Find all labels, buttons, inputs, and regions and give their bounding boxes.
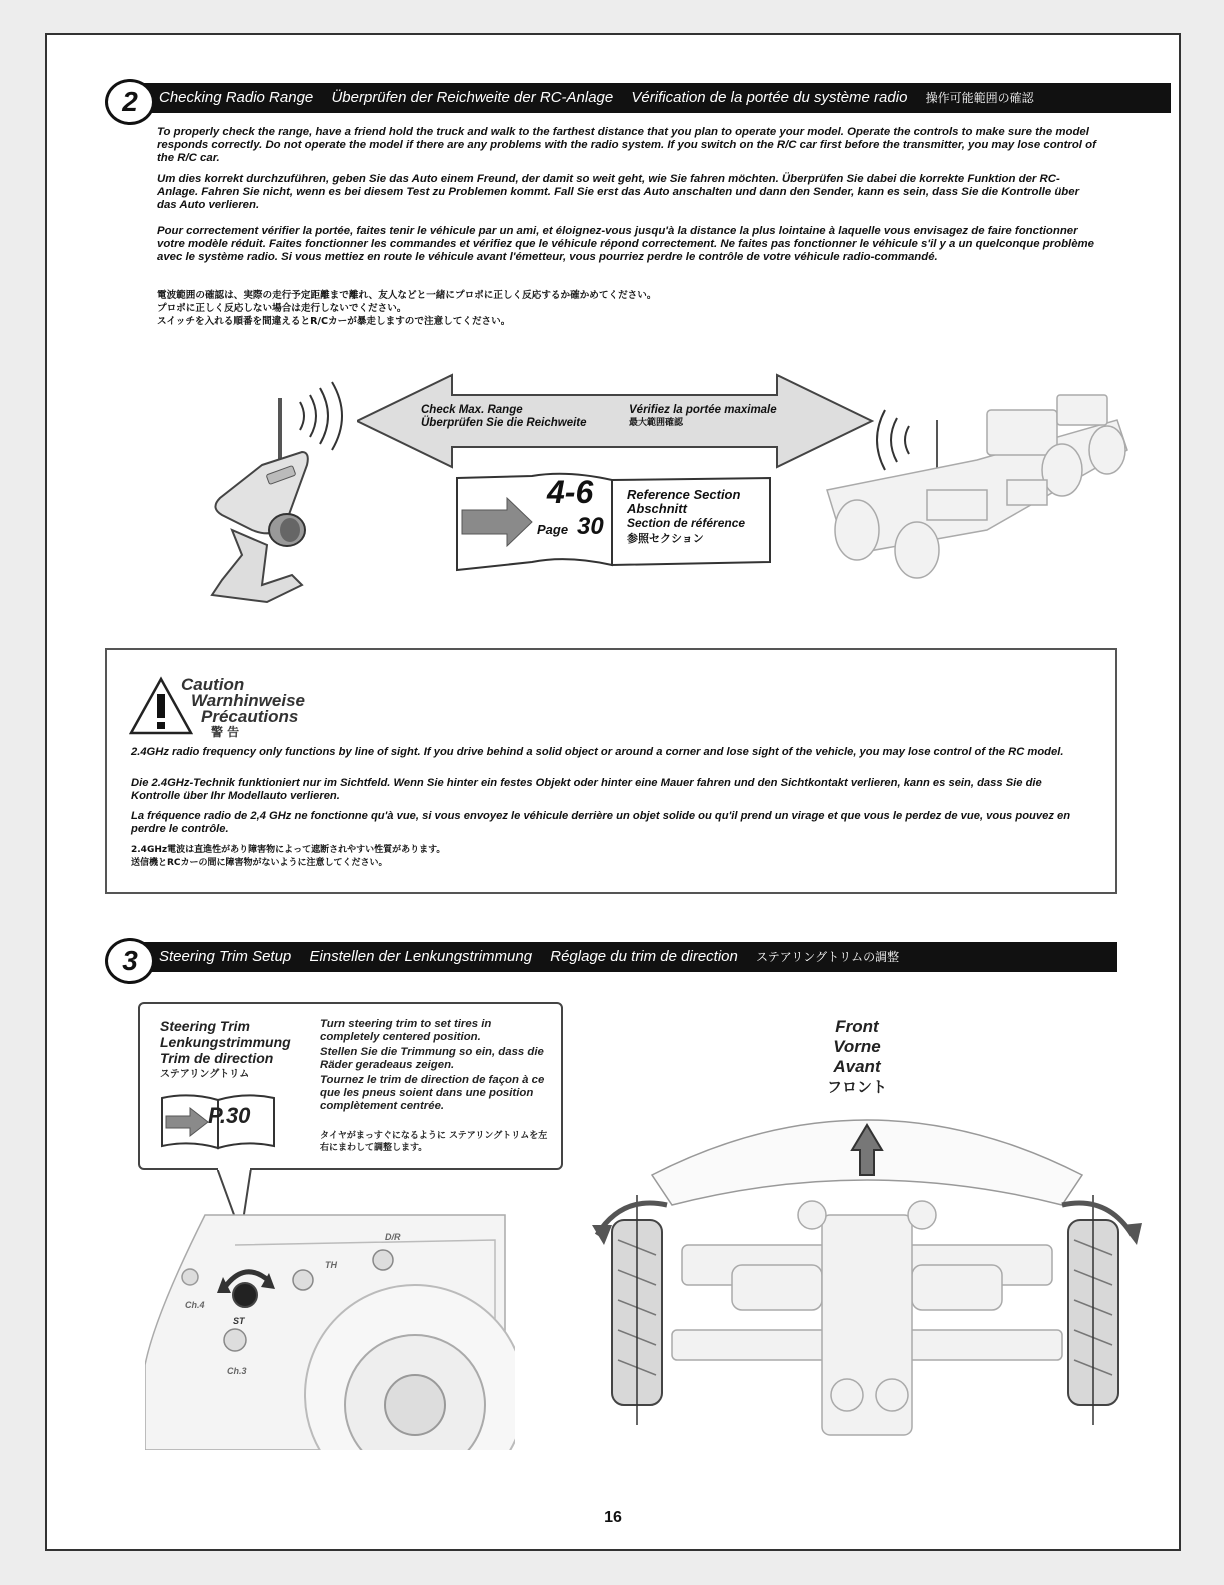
- section-2-title-jp: 操作可能範囲の確認: [925, 91, 1034, 105]
- section-2-title-fr: Vérification de la portée du système radio: [631, 89, 908, 106]
- rc-car-illustration: [807, 380, 1137, 580]
- section-3-title-en: Steering Trim Setup: [159, 948, 292, 965]
- manual-page: [45, 33, 1181, 1551]
- caution-text-en: 2.4GHz radio frequency only functions by line of sight. If you drive behind a solid object or around a corner and lose sight of the vehicle, you may lose control of the RC model.: [131, 746, 1064, 758]
- section-3-number: 3: [105, 938, 155, 984]
- section-3-header: [137, 942, 1117, 972]
- front-label-fr: Avant: [833, 1057, 881, 1076]
- trim-title-fr: Trim de direction: [160, 1050, 274, 1066]
- trim-text-fr: Tournez le trim de direction de façon à ce que les pneus soient dans une position complètement centrée.: [320, 1074, 545, 1112]
- section-2-text-jp-1: 電波範囲の確認は、実際の走行予定距離まで離れ、友人などと一緒にプロポに正しく反応するか確かめてください。: [157, 290, 657, 301]
- transmitter-illustration: [192, 380, 362, 615]
- section-2-text-jp-2: プロポに正しく反応しない場合は走行しないでください。: [157, 303, 407, 314]
- knob-label-ch4: Ch.4: [185, 1300, 205, 1310]
- ref-section-en: Reference Section: [627, 487, 741, 502]
- arrow-label-en: Check Max. Range: [421, 404, 523, 416]
- section-2-title-de: Überprüfen der Reichweite der RC-Anlage: [331, 89, 614, 106]
- caution-box: [105, 648, 1117, 894]
- caution-title-fr: Précautions: [201, 707, 299, 726]
- caution-title-de: Warnhinweise: [191, 691, 305, 710]
- transmitter-closeup: [145, 1195, 515, 1450]
- front-label-jp: フロント: [826, 1078, 887, 1096]
- front-label-de: Vorne: [833, 1037, 881, 1056]
- page-number: 16: [604, 1509, 622, 1526]
- arrow-label-fr: Vérifiez la portée maximale: [629, 404, 777, 416]
- caution-text-jp-2: 送信機とRCカーの間に障害物がないように注意してください。: [131, 858, 388, 868]
- ref-page-number: 30: [577, 513, 604, 540]
- section-2-number: 2: [105, 79, 155, 125]
- section-2-text-de: Um dies korrekt durchzuführen, geben Sie das Auto einem Freund, der damit so weit geht, wie Sie fahren möchten. Überprüfen Sie dabei die korrekte Funktion der RC-Anlage. Fahren Sie nicht, wenn es bei diesem Test zu Problemen kommt. Fall Sie erst das Auto anschalten und dann den Sender, kann es sein, dass Sie die Kontrolle über das Auto verlieren.: [157, 173, 1080, 211]
- trim-text-en: Turn steering trim to set tires in completely centered position.: [320, 1018, 492, 1043]
- trim-text-jp: タイヤがまっすぐになるように ステアリングトリムを左右にまわして調整します。: [320, 1131, 548, 1153]
- section-2-text-en: To properly check the range, have a friend hold the truck and walk to the farthest distance that you plan to operate your model. Operate the controls to make sure the model responds correctly. Do not operate the model if there are any problems with the radio system. If you switch on the R/C car first before the transmitter, you may lose control of the R/C car.: [157, 126, 1096, 164]
- knob-label-dr: D/R: [385, 1232, 401, 1242]
- car-front-view: [582, 1095, 1152, 1455]
- section-3-title-de: Einstellen der Lenkungstrimmung: [309, 948, 533, 965]
- section-2-text-fr: Pour correctement vérifier la portée, faites tenir le véhicule par un ami, et éloignez-vous jusqu'à la distance la plus lointaine à laquelle vous envisagez de faire fonctionner votre modèle réduit. Faites fonctionner les commandes et vérifiez que le véhicule répond correctement. Ne faites pas fonctionner le véhicule s'il y a un quelconque problème avec le système radio. Si vous mettiez en route le véhicule avant l'émetteur, vous pourriez perdre le contrôle de votre véhicule radio-commandé.: [157, 225, 1094, 263]
- section-2-text-jp-3: スイッチを入れる順番を間違えるとR/Cカーが暴走しますので注意してください。: [157, 316, 511, 327]
- ref-page-label: Page: [537, 522, 569, 537]
- caution-text-fr: La fréquence radio de 2,4 GHz ne fonctionne qu'à vue, si vous envoyez le véhicule derrière un objet solide ou qu'il prend un virage et que vous le perdez de vue, vous pouvez en perdre le contrôle.: [131, 810, 1071, 835]
- section-2-title-en: Checking Radio Range: [159, 89, 314, 106]
- knob-label-ch3: Ch.3: [227, 1366, 247, 1376]
- section-3-title-fr: Réglage du trim de direction: [550, 948, 738, 965]
- caution-title-jp: 警 告: [211, 725, 240, 739]
- ref-section-de: Abschnitt: [627, 501, 687, 516]
- ref-step: 4-6: [547, 474, 594, 510]
- trim-title-de: Lenkungstrimmung: [160, 1034, 291, 1050]
- knob-label-st: ST: [233, 1316, 245, 1326]
- section-2-header: [137, 83, 1171, 113]
- caution-text-de: Die 2.4GHz-Technik funktioniert nur im Sichtfeld. Wenn Sie hinter ein festes Objekt oder hinter eine Mauer fahren und den Sichtkontakt verlieren, kann es sein, dass Sie die Kontrolle über Ihr Modellauto verlieren.: [131, 777, 1042, 802]
- section-3-title-jp: ステアリングトリムの調整: [756, 950, 900, 964]
- arrow-label-de: Überprüfen Sie die Reichweite: [421, 417, 587, 429]
- caution-title-en: Caution: [181, 675, 245, 694]
- trim-title-en: Steering Trim: [160, 1018, 250, 1034]
- trim-title-jp: ステアリングトリム: [160, 1069, 250, 1080]
- caution-text-jp-1: 2.4GHz電波は直進性があり障害物によって遮断されやすい性質があります。: [131, 845, 446, 855]
- steering-trim-box: [138, 1002, 563, 1170]
- ref-section-fr: Section de référence: [627, 516, 746, 530]
- trim-text-de: Stellen Sie die Trimmung so ein, dass die Räder geradeaus zeigen.: [320, 1046, 544, 1071]
- trim-page-ref: P.30: [208, 1103, 251, 1128]
- front-label-en: Front: [835, 1017, 879, 1036]
- ref-section-jp: 参照セクション: [627, 532, 704, 545]
- arrow-label-jp: 最大範囲確認: [629, 418, 684, 428]
- knob-label-th: TH: [325, 1260, 337, 1270]
